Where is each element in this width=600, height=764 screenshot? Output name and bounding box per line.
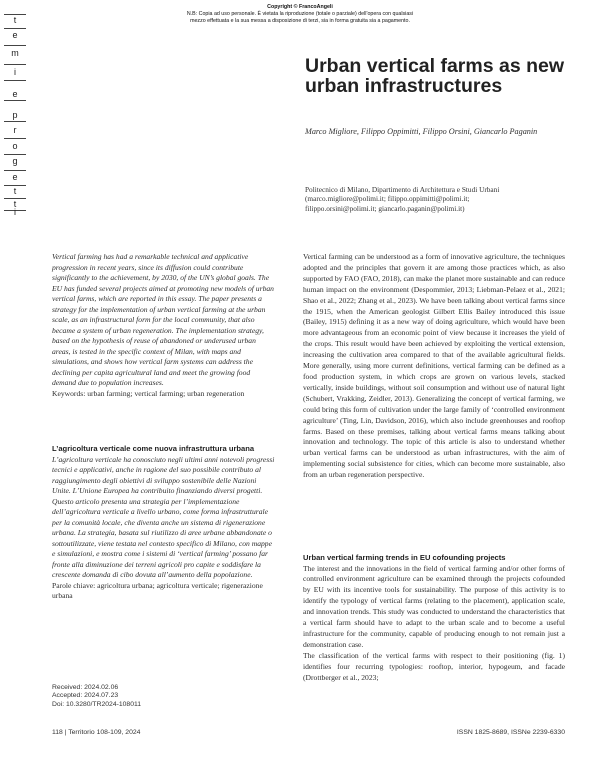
copyright-line-1: Copyright © FrancoAngeli — [267, 4, 333, 10]
rule-line — [4, 28, 26, 29]
affiliation-line-1: Politecnico di Milano, Dipartimento di Architettura e Studi Urbani — [305, 185, 500, 194]
abstract-english — [52, 252, 276, 399]
article-title: Urban vertical farms as new urban infrastructures — [305, 55, 565, 97]
section-letter: m — [11, 48, 19, 58]
copyright-notice — [60, 4, 540, 25]
section-letter: t — [13, 186, 17, 196]
body-section — [303, 553, 565, 683]
doi: Doi: 10.3280/TR2024-108011 — [52, 700, 142, 708]
body-paragraph: The classification of the vertical farms with respect to their positioning (fig. 1) identifies four recurring typologies: rooftop, interior, hypogeum, and facade (Drottberger et al., 2023; — [303, 650, 565, 682]
section-letter: e — [12, 172, 18, 182]
body-paragraph: The interest and the innovations in the field of vertical farming and/or other forms of controlled environment agriculture can be examined through the projects cofounded by EU with its incentive tools for sustainability. The purpose of this activity is to identify the typology of vertical farms (relating to the placement), application scale, and innovation trends. This study was conducted to understand the characteristics that a vertical farm should have to adapt to the urban scale and to become a useful infrastructure for the community, capable of producing enough to not remain just a demonstration case. — [303, 563, 565, 649]
rule-line — [4, 64, 26, 65]
rule-line — [4, 100, 26, 101]
section-letter: i — [14, 67, 16, 77]
body-paragraph: Vertical farming can be understood as a form of innovative agriculture, the techniques adopted and the principles that govern it are among those practices which, as also supported by FAO (FAO, 2018), can make the planet more sustainable and can reduce human impact on the environment (Despommier, 2013; Liebman-Pelaez et al., 2021; Shao et al., 2022; Zhang et al., 2023). We have been talking about vertical farms since the 1915, when the American geologist Gilbert Ellis Bailey introduced this issue (Bailey, 1915) defining it as a new way of doing agriculture, which would have been more advantageous from an economic point of view because it increases the yield of the crops. This result would have been achieved by exploiting the vertical extension, increasing the cultivation area compared to that of the available agricultural fields. More generally, using more current definitions, vertical farming can be defined as a food production system, in which crops are grown on various levels, stacked vertically, inside buildings, without soil consumption and without use of natural light (Schubert, Vrakking, Zeidler, 2013). Generalizing the concept of vertical farming, we could bring this form of cultivation under the large family of ‘controlled environment agriculture’ (Ting, Lin, Davidson, 2016), which also include greenhouses and rooftop farms. Based on these premises, talking about vertical farms means talking about innovation and technology. The topic of this article is also to understand whether urban vertical farms can be understood as urban infrastructures, with the aim of implementing social subsistence for cities, which can become more sustainable, also from an urban regeneration perspective. — [303, 252, 565, 480]
accepted-date: Accepted: 2024.07.23 — [52, 692, 119, 700]
rule-line — [4, 45, 26, 46]
section-letter: p — [12, 110, 18, 120]
abstract-italian — [52, 444, 276, 602]
page-footer-left: 118 | Territorio 108-109, 2024 — [52, 729, 141, 736]
rule-line — [4, 138, 26, 139]
copyright-line-3: mezzo effettuata e la sua messa a disposizione di terzi, sia in forma gratuita sia a pagamento. — [190, 18, 410, 24]
abstract-italian-keywords: Parole chiave: agricoltura urbana; agricoltura verticale; rigenerazione urbana — [52, 580, 263, 600]
section-letter: e — [12, 30, 18, 40]
section-heading: Urban vertical farming trends in EU cofounding projects — [303, 553, 506, 562]
abstract-english-text: Vertical farming has had a remarkable technical and applicative progression in recent years, since its diffusion could contribute significantly to the achievement, by 2030, of the UN’s global goals. The EU has funded several projects aimed at promoting new models of urban vertical farms, which are reported in this essay. The paper presents a strategy for the implementation of urban vertical farming at the urban scale, as an infrastructural form for the local community, that also became a system of urban regeneration. The implementation strategy, based on the hypothesis of reuse of abandoned or underused urban areas, is tested in the specific context of Milan, with maps and simulations, and shows how vertical farm systems can address the declining per capita agricultural land and meet the growing food demand due to population increases. — [52, 252, 274, 387]
section-letter: i — [14, 207, 16, 217]
rule-line — [4, 121, 26, 122]
article-dates — [52, 684, 252, 709]
rule-line — [4, 80, 26, 81]
author-affiliation — [305, 185, 565, 213]
section-letter: o — [12, 141, 18, 151]
abstract-english-keywords: Keywords: urban farming; vertical farming; urban regeneration — [52, 388, 245, 398]
section-letter: g — [12, 156, 18, 166]
abstract-italian-text: L’agricoltura verticale ha conosciuto negli ultimi anni notevoli progressi tecnici e applicativi, anche in ragione del suo possibile contributo al raggiungimento degli obiettivi di sviluppo sostenibile delle Nazioni Unite. L’Unione Europea ha contribuito finanziando diversi progetti. Questo articolo presenta una strategia per l’implementazione dell’agricoltura verticale a livello urbano, come forma infrastrutturale per la comunità locale, che diventa anche un sistema di rigenerazione urbana. La strategia, basata sul riutilizzo di aree urbane abbandonate o sottoutilizzate, viene testata nel contesto specifico di Milano, con mappe e simulazioni, e mostra come i sistemi di ‘vertical farming’ possano far fronte alla diminuzione dei terreni agricoli pro capite e soddisfare la crescente domanda di cibo dovuta all’aumento della popolazione. — [52, 454, 275, 579]
section-letter: t — [13, 15, 17, 25]
article-authors: Marco Migliore, Filippo Oppimitti, Filippo Orsini, Giancarlo Paganin — [305, 127, 538, 136]
section-letter: t — [13, 199, 17, 209]
section-letter: e — [12, 89, 18, 99]
page-footer-right: ISSN 1825-8689, ISSNe 2239-6330 — [456, 729, 565, 736]
section-label — [0, 0, 30, 220]
rule-line — [4, 170, 26, 171]
body-intro — [303, 252, 565, 481]
rule-line — [4, 154, 26, 155]
section-letter: r — [13, 125, 17, 135]
copyright-line-2: N.B: Copia ad uso personale. È vietata la riproduzione (totale o parziale) dell'opera con qualsiasi — [186, 11, 414, 17]
abstract-italian-heading: L’agricoltura verticale come nuova infrastruttura urbana — [52, 444, 255, 453]
received-date: Received: 2024.02.06 — [52, 684, 119, 691]
affiliation-line-2: (marco.migliore@polimi.it; filippo.oppimitti@polimi.it; — [305, 194, 470, 204]
affiliation-line-3: filippo.orsini@polimi.it; giancarlo.paganin@polimi.it) — [305, 203, 465, 213]
